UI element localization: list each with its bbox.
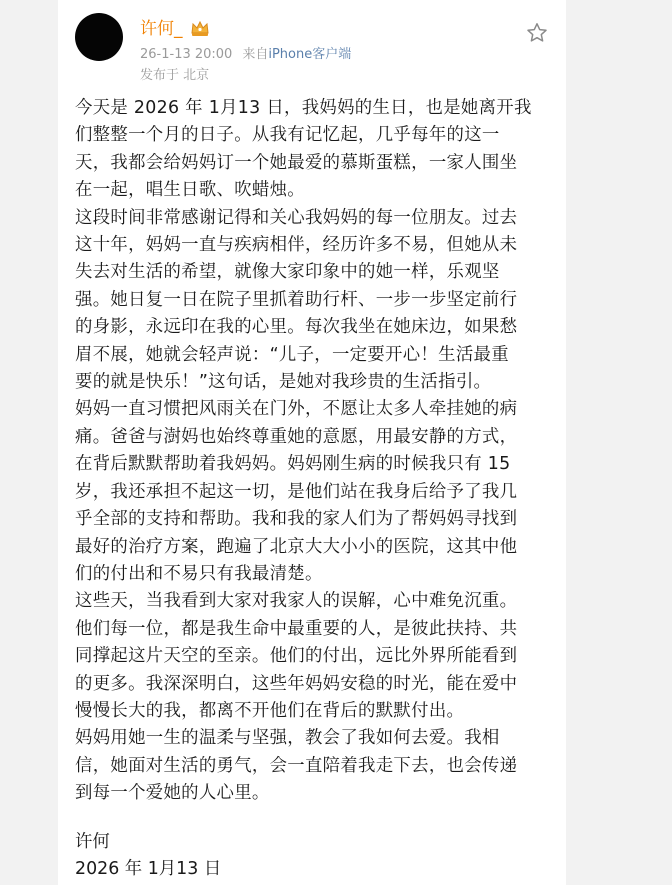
text-line: 他们每一位，都是我生命中最重要的人，是彼此扶持、共 [75, 618, 518, 639]
weibo-post-card [58, 0, 566, 885]
text-line: 这段时间非常感谢记得和关心我妈妈的每一位朋友。过去 [75, 207, 518, 228]
post-meta [140, 46, 351, 64]
text-line: 这十年，妈妈一直与疾病相伴，经历许多不易，但她从未 [75, 235, 518, 256]
text-line: 岁，我还承担不起这一切，是他们站在我身后给予了我几 [75, 481, 518, 502]
signature-name: 许何 [75, 832, 110, 852]
text-line: 妈妈一直习惯把风雨关在门外，不愿让太多人牵挂她的病 [75, 399, 518, 420]
author-name[interactable]: 许何_ [140, 19, 183, 39]
text-line: 同撑起这片天空的至亲。他们的付出，远比外界所能看到 [75, 646, 518, 667]
text-line: 们的付出和不易只有我最清楚。 [75, 563, 323, 584]
text-line: 慢慢长大的我，都离不开他们在背后的默默付出。 [75, 700, 465, 721]
text-line: 们整整一个月的日子。从我有记忆起，几乎每年的这一 [75, 125, 500, 146]
text-line: 的更多。我深深明白，这些年妈妈安稳的时光，能在爱中 [75, 673, 518, 694]
text-line: 到每一个爱她的人心里。 [75, 783, 270, 804]
text-line: 的身影，永远印在我的心里。每次我坐在她床边，如果愁 [75, 317, 518, 338]
text-line: 失去对生活的希望，就像大家印象中的她一样，乐观坚 [75, 262, 500, 283]
text-line: 强。她日复一日在院子里抓着助行杆、一步一步坚定前行 [75, 289, 518, 310]
post-location: 发布于 北京 [140, 68, 210, 83]
text-line: 妈妈用她一生的温柔与坚强，教会了我如何去爱。我相 [75, 728, 500, 749]
text-line: 痛。爸爸与澍妈也始终尊重她的意愿，用最安静的方式， [75, 426, 518, 447]
source-prefix: 来自 [242, 47, 269, 62]
text-line: 这些天，当我看到大家对我家人的误解，心中难免沉重。 [75, 591, 518, 612]
text-line: 最好的治疗方案，跑遍了北京大大小小的医院，这其中他 [75, 536, 518, 557]
text-line: 在背后默默帮助着我妈妈。妈妈刚生病的时候我只有 15 [75, 454, 511, 475]
text-line: 信，她面对生活的勇气，会一直陪着我走下去，也会传递 [75, 755, 518, 776]
text-line: 要的就是快乐！”这句话，是她对我珍贵的生活指引。 [75, 372, 492, 393]
signature-date: 2026 年 1月13 日 [75, 859, 222, 880]
text-line: 眉不展，她就会轻声说：“儿子，一定要开心！生活最重 [75, 344, 509, 365]
source-link[interactable]: iPhone客户端 [268, 47, 352, 62]
crown-icon[interactable] [189, 17, 211, 39]
text-line: 今天是 2026 年 1月13 日，我妈妈的生日，也是她离开我 [75, 98, 532, 118]
post-body [75, 95, 553, 808]
text-line: 天，我都会给妈妈订一个她最爱的慕斯蛋糕，一家人围坐 [75, 152, 518, 173]
star-icon[interactable] [525, 21, 549, 45]
post-time: 26-1-13 20:00 [140, 47, 233, 62]
text-line: 乎全部的支持和帮助。我和我的家人们为了帮妈妈寻找到 [75, 509, 518, 530]
post-signature [75, 829, 221, 884]
text-line: 在一起，唱生日歌、吹蜡烛。 [75, 180, 305, 201]
avatar[interactable] [75, 13, 123, 61]
